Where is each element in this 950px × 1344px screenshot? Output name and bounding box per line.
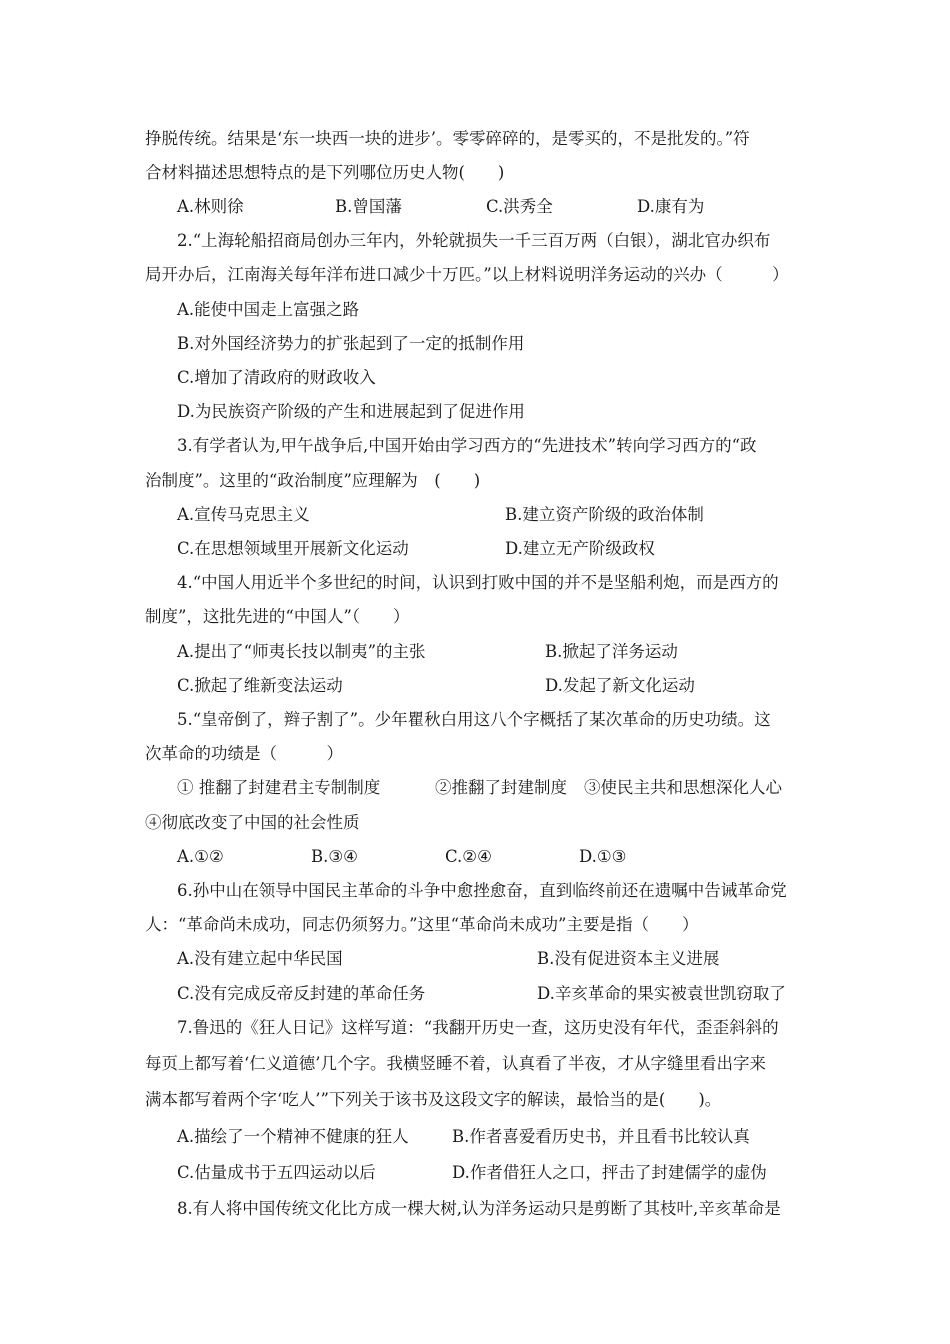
question-8-line: [0, 1192, 950, 1226]
options-line: [0, 840, 950, 874]
option-b: B.③④: [311, 847, 358, 866]
text-line: [0, 258, 950, 292]
option-b: B.建立资产阶级的政治体制: [505, 505, 704, 524]
option-c: C.②④: [445, 847, 492, 866]
text-line: [0, 600, 950, 634]
option-line: [0, 327, 950, 361]
option-a: A.提出了“师夷长技以制夷”的主张: [177, 642, 426, 661]
option-c: C.没有完成反帝反封建的革命任务: [177, 984, 426, 1003]
statements-line: [0, 771, 950, 805]
statement-4: ④彻底改变了中国的社会性质: [145, 813, 360, 832]
option-a: A.能使中国走上富强之路: [177, 300, 360, 319]
option-a: A.林则徐: [177, 197, 244, 216]
question-4-line: [0, 566, 950, 600]
options-line: [0, 1120, 950, 1154]
option-c: C.洪秀全: [486, 197, 553, 216]
question-5-line: [0, 703, 950, 737]
option-c: C.估量成书于五四运动以后: [177, 1163, 376, 1182]
option-c: C.增加了清政府的财政收入: [177, 368, 376, 387]
option-d: D.发起了新文化运动: [545, 676, 695, 695]
option-b: B.作者喜爱看历史书，并且看书比较认真: [452, 1127, 750, 1146]
options-line: [0, 977, 950, 1011]
statement-2: ②推翻了封建制度: [435, 778, 567, 797]
option-d: D.辛亥革命的果实被袁世凯窃取了: [537, 984, 786, 1003]
option-b: B.对外国经济势力的扩张起到了一定的抵制作用: [177, 334, 525, 353]
option-a: A.宣传马克思主义: [177, 505, 310, 524]
line-text: 制度”，这批先进的“中国人”（ ）: [145, 607, 410, 626]
line-text: 满本都写着两个字‘吃人’”下列关于该书及这段文字的解读，最恰当的是( )。: [145, 1090, 722, 1109]
option-c: C.掀起了维新变法运动: [177, 676, 343, 695]
options-line: [0, 532, 950, 566]
option-c: C.在思想领域里开展新文化运动: [177, 539, 409, 558]
line-text: 4.“中国人用近半个多世纪的时间，认识到打败中国的并不是坚船利炮，而是西方的: [177, 573, 779, 592]
options-line: [0, 1156, 950, 1190]
line-text: 7.鲁迅的《狂人日记》这样写道：“我翻开历史一查，这历史没有年代，歪歪斜斜的: [177, 1018, 779, 1037]
option-a: A.描绘了一个精神不健康的狂人: [177, 1127, 409, 1146]
line-text: 5.“皇帝倒了，辫子割了”。少年瞿秋白用这八个字概括了某次革命的历史功绩。这: [177, 710, 771, 729]
options-line: [0, 190, 950, 224]
option-b: B.掀起了洋务运动: [545, 642, 678, 661]
options-line: [0, 635, 950, 669]
option-a: A.①②: [177, 847, 224, 866]
option-b: B.曾国藩: [335, 197, 402, 216]
options-line: [0, 498, 950, 532]
question-2-line: [0, 224, 950, 258]
text-line: [0, 737, 950, 771]
statement-1: ① 推翻了封建君主专制制度: [177, 778, 381, 797]
text-line: [0, 464, 950, 498]
statement-3: ③使民主共和思想深化人心: [584, 778, 782, 797]
option-d: D.建立无产阶级政权: [505, 539, 655, 558]
line-text: 治制度”。这里的“政治制度”应理解为 ( ): [145, 471, 481, 490]
option-line: [0, 293, 950, 327]
line-text: 3.有学者认为,甲午战争后,中国开始由学习西方的“先进技术”转向学习西方的“政: [177, 436, 757, 455]
text-line: [0, 156, 950, 190]
options-line: [0, 669, 950, 703]
text-line: [0, 908, 950, 942]
options-line: [0, 942, 950, 976]
text-line: [0, 1047, 950, 1081]
line-text: 局开办后，江南海关每年洋布进口减少十万匹。”以上材料说明洋务运动的兴办（ ）: [145, 265, 789, 284]
question-7-line: [0, 1011, 950, 1045]
question-3-line: [0, 429, 950, 463]
line-text: 挣脱传统。结果是‘东一块西一块的进步’。零零碎碎的，是零买的，不是批发的。”符: [145, 129, 750, 148]
option-d: D.作者借狂人之口，抨击了封建儒学的虚伪: [452, 1163, 767, 1182]
option-d: D.为民族资产阶级的产生和进展起到了促进作用: [177, 402, 525, 421]
text-line: [0, 1083, 950, 1117]
question-6-line: [0, 874, 950, 908]
text-line: [0, 122, 950, 156]
option-d: D.①③: [579, 847, 627, 866]
option-line: [0, 395, 950, 429]
line-text: 6.孙中山在领导中国民主革命的斗争中愈挫愈奋，直到临终前还在遗嘱中告诫革命党: [177, 881, 787, 900]
line-text: 合材料描述思想特点的是下列哪位历史人物( ): [145, 163, 505, 182]
line-text: 8.有人将中国传统文化比方成一棵大树,认为洋务运动只是剪断了其枝叶,辛亥革命是: [177, 1199, 781, 1218]
line-text: 每页上都写着‘仁义道德’几个字。我横竖睡不着，认真看了半夜，才从字缝里看出字来: [145, 1054, 766, 1073]
option-b: B.没有促进资本主义进展: [537, 949, 720, 968]
line-text: 次革命的功绩是（ ）: [145, 744, 343, 763]
statements-line: [0, 806, 950, 840]
option-d: D.康有为: [637, 197, 705, 216]
line-text: 2.“上海轮船招商局创办三年内，外轮就损失一千三百万两（白银），湖北官办织布: [177, 231, 771, 250]
line-text: 人：“革命尚未成功，同志仍须努力。”这里“革命尚未成功”主要是指（ ）: [145, 915, 699, 934]
option-a: A.没有建立起中华民国: [177, 949, 343, 968]
option-line: [0, 361, 950, 395]
